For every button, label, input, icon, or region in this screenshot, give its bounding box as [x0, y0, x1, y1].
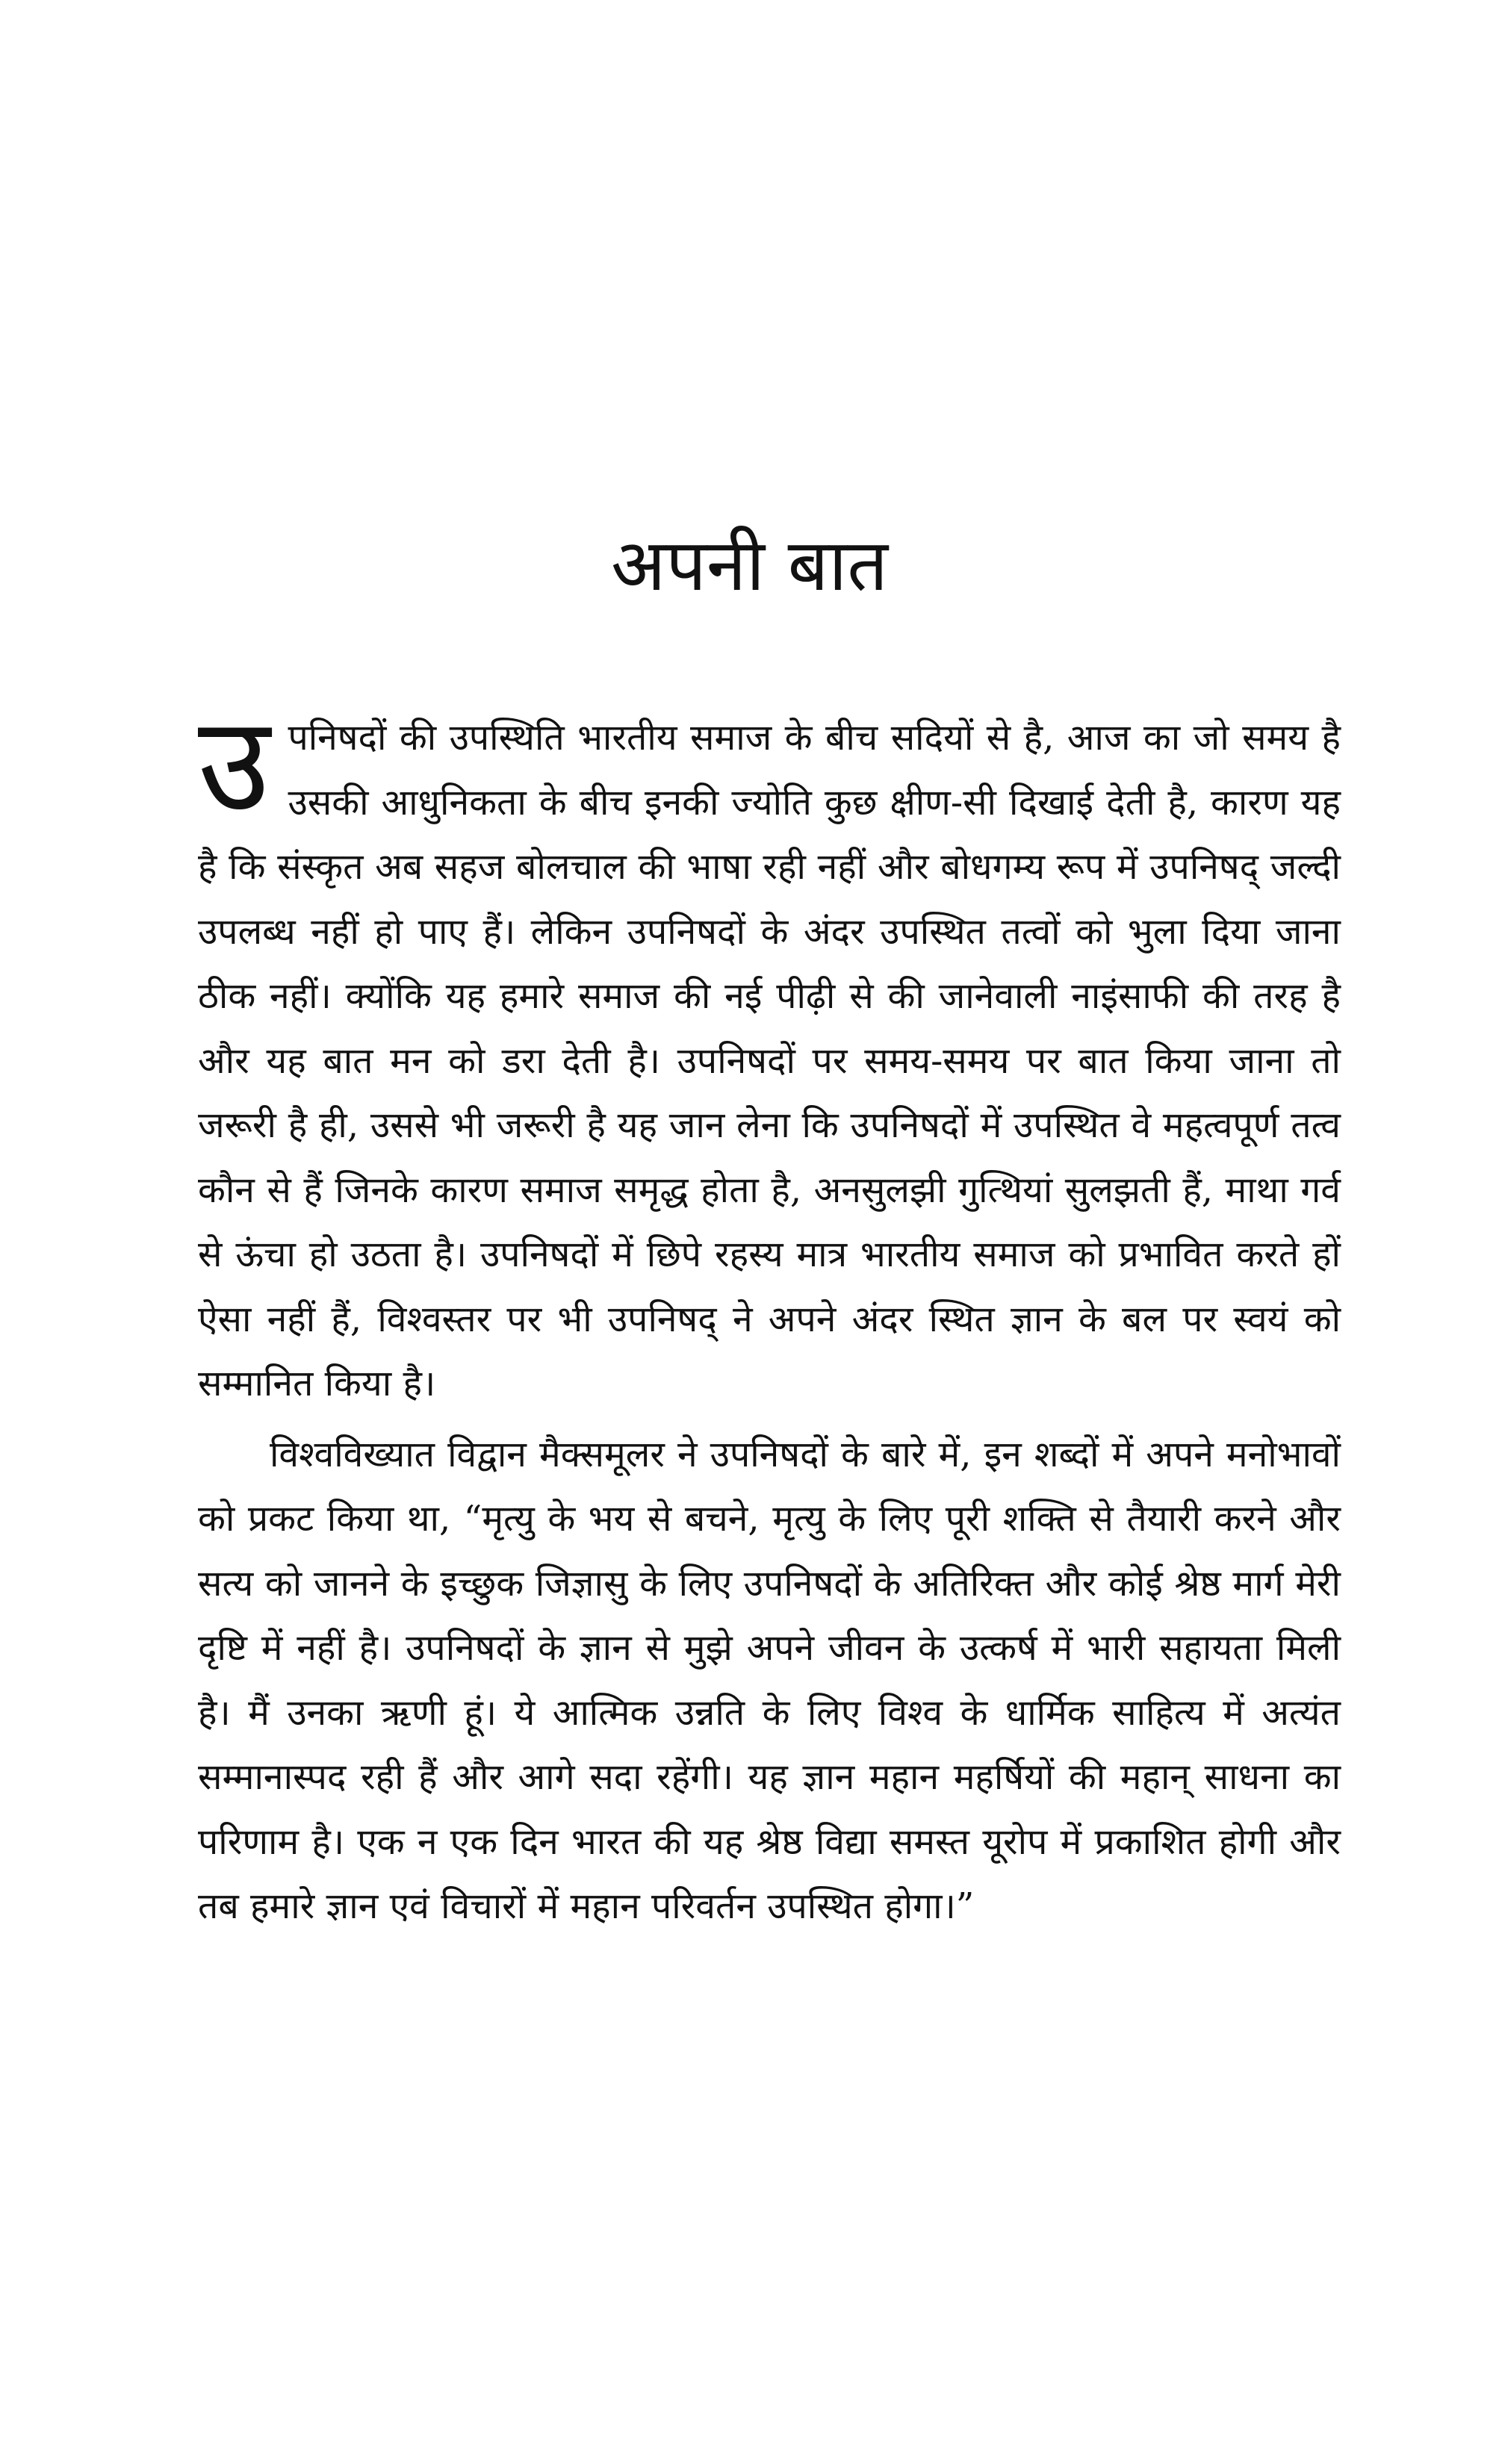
paragraph-2: [198, 1422, 1341, 1939]
paragraph-1: [198, 688, 1341, 1416]
paragraph-1-text: पनिषदों की उपस्थिति भारतीय समाज के बीच सदियों से है, आज का जो समय है उसकी आधुनिकता के बीच इनकी ज्योति कुछ क्षीण-सी दिखाई देती है, कारण यह है कि संस्कृत अब सहज बोलचाल की भाषा रही नहीं और बोधगम्य रूप में उपनिषद् जल्दी उपलब्ध नहीं हो पाए हैं। लेकिन उपनिषदों के अंदर उपस्थित तत्वों को भुला दिया जाना ठीक नहीं। क्योंकि यह हमारे समाज की नई पीढ़ी से की जानेवाली नाइंसाफी की तरह है और यह बात मन को डरा देती है। उपनिषदों पर समय-समय पर बात किया जाना तो जरूरी है ही, उससे भी जरूरी है यह जान लेना कि उपनिषदों में उपस्थित वे महत्वपूर्ण तत्व कौन से हैं जिनके कारण समाज समृद्ध होता है, अनसुलझी गुत्थियां सुलझती हैं, माथा गर्व से ऊंचा हो उठता है। उपनिषदों में छिपे रहस्य मात्र भारतीय समाज को प्रभावित करते हों ऐसा नहीं हैं, विश्वस्तर पर भी उपनिषद् ने अपने अंदर स्थित ज्ञान के बल पर स्वयं को सम्मानित किया है।: [198, 717, 1341, 1404]
drop-cap-letter: उ: [198, 688, 270, 841]
body-text: [198, 688, 1341, 1945]
paragraph-2-text: विश्वविख्यात विद्वान मैक्समूलर ने उपनिषदों के बारे में, इन शब्दों में अपने मनोभावों को प्रकट किया था, “मृत्यु के भय से बचने, मृत्यु के लिए पूरी शक्ति से तैयारी करने और सत्य को जानने के इच्छुक जिज्ञासु के लिए उपनिषदों के अतिरिक्त और कोई श्रेष्ठ मार्ग मेरी दृष्टि में नहीं है। उपनिषदों के ज्ञान से मुझे अपने जीवन के उत्कर्ष में भारी सहायता मिली है। मैं उनका ऋणी हूं। ये आत्मिक उन्नति के लिए विश्व के धार्मिक साहित्य में अत्यंत सम्मानास्पद रही हैं और आगे सदा रहेंगी। यह ज्ञान महान महर्षियों की महान् साधना का परिणाम है। एक न एक दिन भारत की यह श्रेष्ठ विद्या समस्त यूरोप में प्रकाशित होगी और तब हमारे ज्ञान एवं विचारों में महान परिवर्तन उपस्थित होगा।”: [198, 1433, 1341, 1927]
page-title: अपनी बात: [611, 523, 888, 607]
